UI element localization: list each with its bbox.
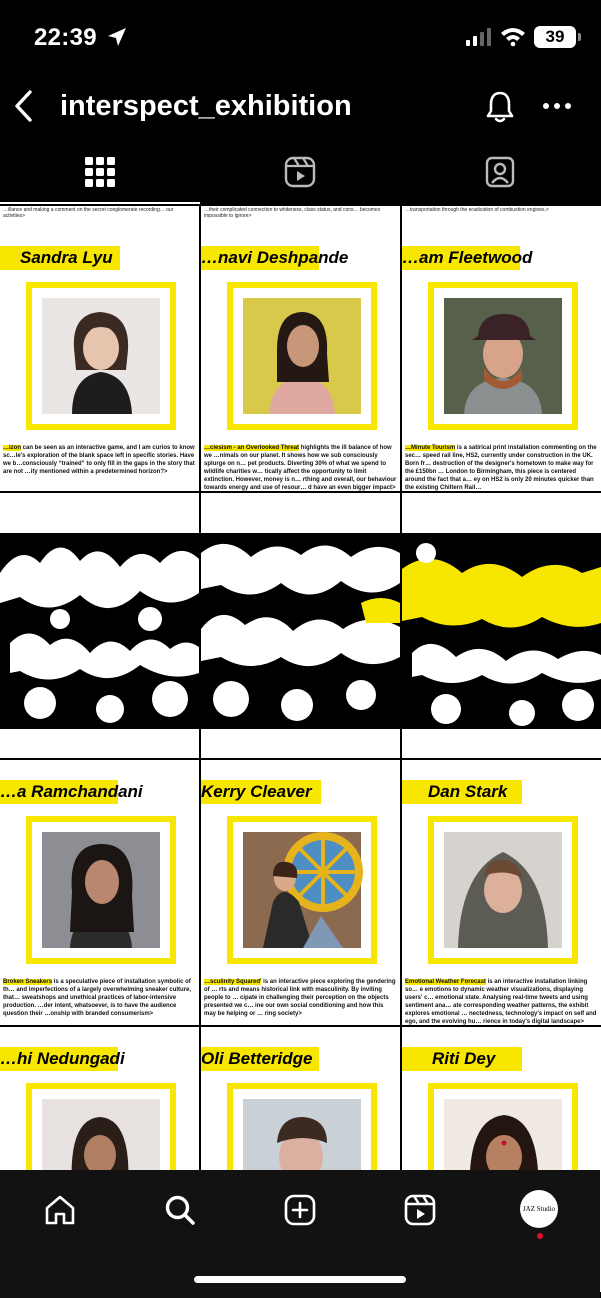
notification-bell-icon[interactable] — [484, 90, 516, 124]
avatar-label: JAZ Studio — [522, 1205, 556, 1213]
artist-name-tag: …hi Nedungadi — [0, 1047, 118, 1071]
battery-nub — [578, 33, 581, 41]
grid-post[interactable] — [402, 760, 601, 1025]
home-icon — [44, 1194, 76, 1226]
more-options-icon[interactable] — [542, 96, 572, 116]
post-title-highlight: …ciesism - an Overlooked Threat — [204, 445, 300, 451]
artist-name-tag: Dan Stark — [402, 780, 522, 804]
grid-post[interactable] — [0, 226, 199, 491]
photo-frame — [428, 816, 578, 964]
artist-portrait — [243, 832, 361, 948]
post-description: can be seen as an interactive game, and I am curios to know sc…le's exploration of the blank space left in specific stories. Have we b…consciously “trained” to only fill in the gaps in the story that are not …ity mentioned within a predetermined horizon?> — [3, 445, 195, 475]
create-plus-icon — [284, 1194, 316, 1226]
grid-post[interactable] — [201, 760, 400, 1025]
post-title-highlight: …Minute Tourism — [405, 445, 456, 451]
photo-frame — [227, 816, 377, 964]
grid-post-crowd-artwork[interactable] — [0, 493, 199, 758]
status-bar — [0, 0, 600, 76]
tab-posts-grid[interactable] — [0, 148, 200, 204]
photo-frame — [26, 816, 176, 964]
post-description: is an interactive piece exploring the gendering of … rts and means historical link with masculinity. By inviting people to … cipate in challenging their perception on the objects presented we c… ine our own social conditioning and how this may be helping or … ring society> — [204, 979, 396, 1017]
grid-post-crowd-artwork[interactable] — [201, 493, 400, 758]
reels-icon — [284, 156, 316, 188]
post-title-highlight: Emotional Weather Forecast — [405, 979, 486, 985]
reels-icon — [404, 1194, 436, 1226]
grid-post-partial[interactable] — [0, 206, 199, 226]
post-caption-fragment: …illance and making a comment on the secret conglomerate recording… our activities> — [3, 207, 174, 219]
post-caption-fragment: …transportation through the eradication of combustion engines.> — [405, 207, 549, 213]
artist-name-tag: Oli Betteridge — [201, 1047, 319, 1071]
tagged-person-icon — [484, 156, 516, 188]
post-caption — [402, 444, 601, 491]
grid-post-crowd-artwork[interactable] — [402, 493, 601, 758]
status-time: 22:39 — [34, 24, 97, 51]
artist-portrait — [42, 832, 160, 948]
photo-frame — [428, 282, 578, 430]
photo-frame — [26, 282, 176, 430]
grid-post[interactable] — [201, 226, 400, 491]
search-icon — [164, 1194, 196, 1226]
profile-tabs — [0, 148, 600, 204]
post-title-highlight: …sculinity Squared' — [204, 979, 262, 985]
battery-indicator: 39 — [534, 26, 576, 48]
artist-name-tag: …navi Deshpande — [201, 246, 319, 270]
posts-grid — [0, 206, 600, 1170]
cellular-signal-icon — [466, 28, 492, 46]
artist-portrait — [444, 832, 562, 948]
post-caption — [0, 978, 199, 1017]
post-caption — [201, 444, 400, 491]
nav-create[interactable] — [270, 1188, 330, 1234]
artist-name-tag: Sandra Lyu — [0, 246, 120, 270]
nav-home[interactable] — [30, 1188, 90, 1234]
post-caption-fragment: …their complicated connection to whiteness, class status, and cons… becomes impossible to ignore> — [204, 207, 381, 219]
home-indicator[interactable] — [194, 1276, 406, 1283]
artist-name-tag: …am Fleetwood — [402, 246, 520, 270]
nav-reels[interactable] — [390, 1188, 450, 1234]
crowd-artwork-right — [402, 533, 601, 729]
grid-post[interactable] — [0, 760, 199, 1025]
back-chevron-icon[interactable] — [10, 88, 40, 124]
post-description: is an interactive installation linking so… e emotions to dynamic weather visualizations, displaying users' c… emotional state. Analysing real-time tweets and using sentiment ana… ate corresponding weather patterns, the exhibit explores emotional … nectedness, technology's impact on self and ego, and the evolving hu… rience in today's digital landscape> — [405, 979, 597, 1025]
post-title-highlight: Broken Sneakers — [3, 979, 53, 985]
tab-tagged[interactable] — [400, 148, 600, 204]
post-caption — [201, 978, 400, 1017]
post-title-highlight: …izon — [3, 445, 21, 451]
profile-avatar[interactable] — [520, 1190, 558, 1228]
notification-dot — [537, 1233, 543, 1239]
artist-portrait — [243, 298, 361, 414]
crowd-artwork-left — [0, 533, 199, 729]
artist-portrait — [444, 298, 562, 414]
nav-search[interactable] — [150, 1188, 210, 1234]
post-caption — [402, 978, 601, 1025]
artist-name-tag: Riti Dey — [402, 1047, 522, 1071]
post-caption — [0, 444, 199, 475]
artist-name-tag: …a Ramchandani — [0, 780, 118, 804]
profile-username: interspect_exhibition — [60, 90, 352, 122]
photo-frame — [227, 282, 377, 430]
crowd-artwork-middle — [201, 533, 400, 729]
grid-post-partial[interactable] — [201, 206, 400, 226]
grid-icon — [84, 156, 116, 188]
profile-header — [0, 78, 600, 136]
tab-reels[interactable] — [200, 148, 400, 204]
post-description: highlights the ill balance of how we …nimals on our planet. It shows how we sub consciously splurge on n… pet products. Diverting 30% of what we spend to wildlife charities w… tically affect the opportunity to limit extinction. However, money is n… rthing and overall, our behaviour towards energy and use of resour… d have an even bigger impact> — [204, 445, 397, 491]
grid-post[interactable] — [402, 226, 601, 491]
post-description: is a speculative piece of installation symbolic of th… and imperfections of a largely overwhelming sneaker culture, that… sweatshops and unethical practices of labor-intensive production. …der intent, whatsoever, is to have the audience question their …onship with branded consumerism> — [3, 979, 192, 1017]
post-description: is a satirical print installation commenting on the sec… speed rail line, HS2, currently under construction in the UK. Born fr… destruction of the designer's hometown to make way for the £150bn … London to Birmingham, this piece is centered around the fact that a… ey on HS2 is only 20 minutes quicker than the existing Chiltern Rail… — [405, 445, 597, 491]
wifi-icon — [500, 26, 526, 46]
artist-name-tag: Kerry Cleaver — [201, 780, 321, 804]
grid-post-partial[interactable] — [402, 206, 601, 226]
artist-portrait — [42, 298, 160, 414]
location-arrow-icon — [107, 27, 127, 47]
